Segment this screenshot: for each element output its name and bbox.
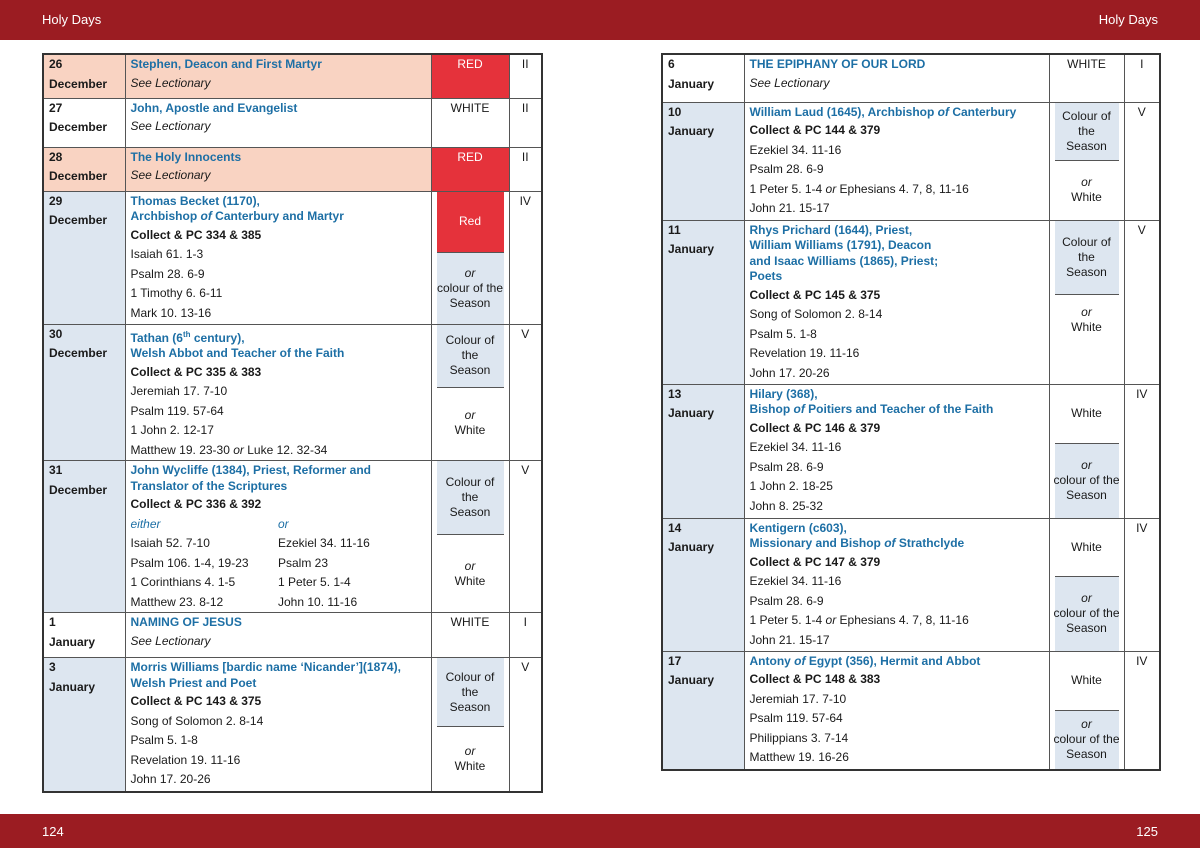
liturgical-colour	[1049, 220, 1124, 384]
table-row	[43, 54, 542, 98]
colour-alternative: or White	[437, 726, 504, 791]
header-band	[0, 0, 1200, 40]
holy-days-table-right	[661, 53, 1161, 771]
collect-line: Collect & PC 143 & 375	[130, 694, 262, 708]
description-cell	[744, 54, 1049, 102]
table-row	[662, 651, 1160, 770]
reading: Revelation 19. 11-16	[130, 752, 241, 767]
description-cell	[744, 518, 1049, 651]
reading: John 10. 11-16	[278, 594, 358, 609]
week-number: V	[509, 658, 542, 793]
date-cell: 3 January	[43, 658, 125, 793]
description-cell	[744, 102, 1049, 220]
table-row	[43, 324, 542, 461]
reading: Psalm 23	[278, 555, 329, 570]
feast-title: Antony of Egypt (356), Hermit and Abbot	[749, 653, 981, 668]
liturgical-colour	[431, 191, 509, 324]
reading: Jeremiah 17. 7-10	[749, 691, 847, 706]
feast-title: The Holy Innocents	[130, 149, 242, 164]
reading: Psalm 28. 6-9	[749, 593, 824, 608]
description-cell	[125, 613, 431, 658]
date-cell: 17 January	[662, 651, 744, 770]
reading: John 21. 15-17	[749, 632, 830, 647]
date-cell: 11 January	[662, 220, 744, 384]
reading: 1 Peter 5. 1-4	[278, 575, 351, 589]
collect-line: Collect & PC 145 & 375	[749, 287, 881, 302]
reading: John 17. 20-26	[749, 365, 830, 380]
reading: Song of Solomon 2. 8-14	[749, 307, 883, 321]
date-cell: 1 January	[43, 613, 125, 658]
table-row	[43, 191, 542, 324]
week-number: II	[509, 98, 542, 147]
colour-alternative: or White	[1055, 160, 1119, 220]
week-number: IV	[1124, 651, 1160, 770]
week-number: IV	[1124, 518, 1160, 651]
liturgical-colour	[1049, 384, 1124, 518]
reading: Psalm 106. 1-4, 19-23	[130, 555, 249, 570]
table-row	[43, 613, 542, 658]
table-row	[662, 54, 1160, 102]
collect-line: Collect & PC 144 & 379	[749, 123, 881, 137]
collect-line: Collect & PC 335 & 383	[130, 364, 262, 379]
liturgical-colour: RED	[431, 147, 509, 191]
week-number: II	[509, 147, 542, 191]
collect-line: Collect & PC 336 & 392	[130, 497, 262, 511]
reading: John 21. 15-17	[749, 201, 830, 215]
colour-main: Colour of the Season	[437, 461, 504, 534]
table-row	[43, 147, 542, 191]
liturgical-colour	[1049, 651, 1124, 770]
reading: Matthew 19. 23-30 or Luke 12. 32-34	[130, 442, 328, 457]
feast-title: THE EPIPHANY OF OUR LORD	[749, 57, 926, 71]
table-row	[662, 518, 1160, 651]
week-number: IV	[509, 191, 542, 324]
colour-main: Colour of the Season	[437, 658, 504, 726]
liturgical-colour: RED	[431, 54, 509, 98]
table-row	[662, 220, 1160, 384]
lectionary-note: See Lectionary	[130, 75, 211, 90]
reading: John 17. 20-26	[130, 772, 211, 786]
reading: 1 Timothy 6. 6-11	[130, 286, 223, 300]
footer-band	[0, 814, 1200, 848]
feast-title: Morris Williams [bardic name ‘Nicander’](1874), Welsh Priest and Poet	[130, 660, 401, 690]
colour-main: Red	[437, 192, 504, 252]
description-cell	[744, 651, 1049, 770]
date-cell: 27 December	[43, 98, 125, 147]
colour-main: Colour of the Season	[1055, 103, 1119, 160]
collect-line: Collect & PC 148 & 383	[749, 672, 881, 686]
reading: Matthew 23. 8-12	[130, 594, 224, 609]
feast-title: John Wycliffe (1384), Priest, Reformer and Translator of the Scriptures	[130, 463, 372, 493]
reading: Ezekiel 34. 11-16	[749, 142, 842, 157]
reading: 1 John 2. 12-17	[130, 423, 214, 437]
collect-line: Collect & PC 334 & 385	[130, 227, 262, 242]
colour-main: White	[1055, 519, 1119, 576]
feast-title: William Laud (1645), Archbishop of Canterbury	[749, 104, 1017, 119]
feast-title: Rhys Prichard (1644), Priest, William Williams (1791), Deacon and Isaac Williams (1865), Priest; Poets	[749, 222, 939, 283]
colour-main: Colour of the Season	[437, 325, 504, 387]
reading: Psalm 119. 57-64	[130, 403, 224, 418]
liturgical-colour	[431, 461, 509, 613]
date-cell: 31 December	[43, 461, 125, 613]
reading: Matthew 19. 16-26	[749, 750, 849, 764]
page-number-right: 125	[1136, 824, 1158, 839]
table-row	[662, 102, 1160, 220]
colour-alternative: or White	[1055, 294, 1119, 384]
date-cell: 26 December	[43, 54, 125, 98]
description-cell	[125, 147, 431, 191]
lectionary-note: See Lectionary	[130, 168, 211, 182]
colour-alternative: or colour of the Season	[1055, 710, 1119, 769]
reading: Ezekiel 34. 11-16	[749, 574, 842, 588]
liturgical-colour: WHITE	[431, 98, 509, 147]
liturgical-colour	[1049, 518, 1124, 651]
description-cell	[744, 220, 1049, 384]
readings-or: or Ezekiel 34. 11-16 Psalm 23 1 Peter 5. 1-4 John 10. 11-16	[278, 515, 426, 613]
lectionary-note: See Lectionary	[749, 75, 830, 90]
date-cell: 30 December	[43, 324, 125, 461]
week-number: II	[509, 54, 542, 98]
table-row	[662, 384, 1160, 518]
reading: Isaiah 61. 1-3	[130, 247, 204, 261]
liturgical-colour: WHITE	[1049, 54, 1124, 102]
table-row	[43, 461, 542, 613]
reading: Philippians 3. 7-14	[749, 730, 849, 745]
table-row	[43, 98, 542, 147]
reading: Isaiah 52. 7-10	[130, 536, 210, 550]
colour-main: White	[1055, 652, 1119, 710]
reading: Ezekiel 34. 11-16	[749, 440, 842, 454]
reading: Psalm 5. 1-8	[749, 326, 817, 341]
liturgical-colour	[431, 658, 509, 793]
feast-title: John, Apostle and Evangelist	[130, 100, 298, 115]
reading: Mark 10. 13-16	[130, 305, 212, 320]
running-head-left: Holy Days	[42, 12, 102, 27]
liturgical-colour	[431, 324, 509, 461]
collect-line: Collect & PC 146 & 379	[749, 420, 881, 435]
liturgical-colour: WHITE	[431, 613, 509, 658]
date-cell: 28 December	[43, 147, 125, 191]
week-number: I	[1124, 54, 1160, 102]
description-cell	[125, 54, 431, 98]
feast-title: Stephen, Deacon and First Martyr	[130, 57, 322, 71]
lectionary-note: See Lectionary	[130, 633, 211, 648]
week-number: V	[1124, 220, 1160, 384]
colour-alternative: or colour of the Season	[1055, 576, 1119, 651]
description-cell	[125, 98, 431, 147]
week-number: V	[509, 324, 542, 461]
colour-alternative: or colour of the Season	[437, 252, 504, 324]
page-number-left: 124	[42, 824, 64, 839]
reading: Jeremiah 17. 7-10	[130, 384, 228, 398]
readings-either: either Isaiah 52. 7-10 Psalm 106. 1-4, 19-23 1 Corinthians 4. 1-5 Matthew 23. 8-12	[131, 515, 279, 613]
date-cell: 29 December	[43, 191, 125, 324]
date-cell: 10 January	[662, 102, 744, 220]
liturgical-colour	[1049, 102, 1124, 220]
reading: John 8. 25-32	[749, 498, 823, 513]
colour-main: White	[1055, 385, 1119, 443]
lectionary-note: See Lectionary	[130, 119, 211, 133]
reading: 1 John 2. 18-25	[749, 479, 833, 493]
reading: Revelation 19. 11-16	[749, 346, 860, 360]
date-cell: 14 January	[662, 518, 744, 651]
reading: Ezekiel 34. 11-16	[278, 536, 370, 550]
reading: 1 Peter 5. 1-4 or Ephesians 4. 7, 8, 11-16	[749, 181, 969, 196]
description-cell	[125, 658, 431, 793]
holy-days-table-left	[42, 53, 543, 793]
alternative-readings	[131, 515, 426, 613]
reading: Psalm 28. 6-9	[749, 459, 824, 474]
description-cell	[744, 384, 1049, 518]
colour-alternative: or colour of the Season	[1055, 443, 1119, 518]
reading: Psalm 5. 1-8	[130, 733, 198, 747]
feast-title: Kentigern (c603), Missionary and Bishop of Strathclyde	[749, 520, 965, 550]
week-number: V	[509, 461, 542, 613]
date-cell: 6 January	[662, 54, 744, 102]
colour-main: Colour of the Season	[1055, 221, 1119, 294]
feast-title: Tathan (6th century), Welsh Abbot and Teacher of the Faith	[130, 329, 345, 360]
date-cell: 13 January	[662, 384, 744, 518]
reading: 1 Peter 5. 1-4 or Ephesians 4. 7, 8, 11-16	[749, 613, 969, 627]
collect-line: Collect & PC 147 & 379	[749, 554, 881, 569]
table-row	[43, 658, 542, 793]
description-cell	[125, 324, 431, 461]
week-number: I	[509, 613, 542, 658]
feast-title: Hilary (368), Bishop of Poitiers and Teacher of the Faith	[749, 386, 994, 416]
description-cell	[125, 191, 431, 324]
reading: 1 Corinthians 4. 1-5	[130, 575, 236, 589]
reading: Psalm 28. 6-9	[749, 162, 824, 176]
reading: Song of Solomon 2. 8-14	[130, 713, 264, 728]
colour-alternative: or White	[437, 387, 504, 459]
feast-title: Thomas Becket (1170), Archbishop of Canterbury and Martyr	[130, 193, 344, 223]
week-number: IV	[1124, 384, 1160, 518]
feast-title: NAMING OF JESUS	[130, 615, 242, 629]
week-number: V	[1124, 102, 1160, 220]
running-head-right: Holy Days	[1098, 12, 1158, 27]
colour-alternative: or White	[437, 534, 504, 612]
reading: Psalm 119. 57-64	[749, 711, 843, 725]
reading: Psalm 28. 6-9	[130, 266, 205, 281]
description-cell	[125, 461, 431, 613]
